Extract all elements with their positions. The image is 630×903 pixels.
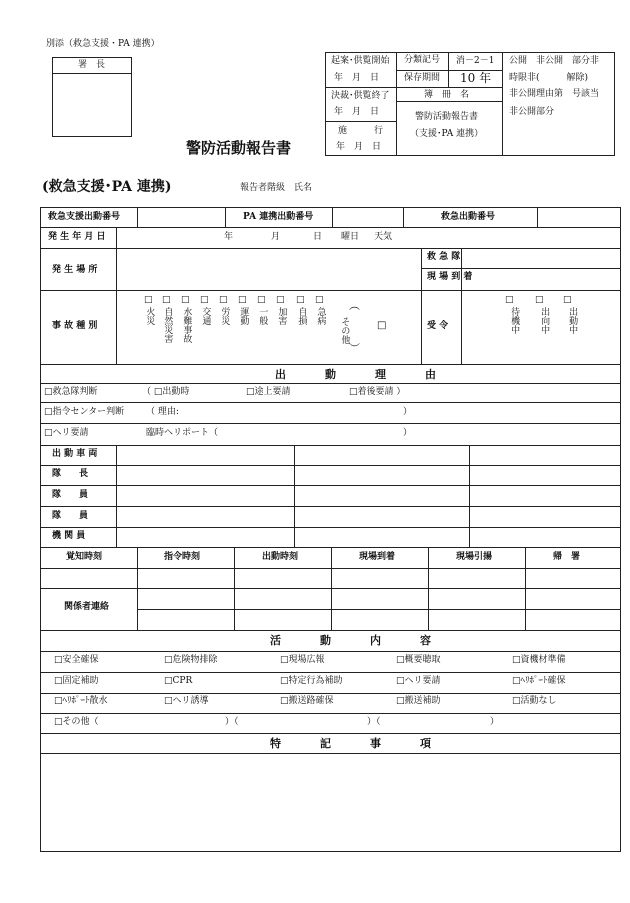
activity-option[interactable]: □資機材準備 xyxy=(512,655,566,665)
page-title: 警防活動報告書 xyxy=(186,139,292,157)
accident-type-checkbox[interactable]: □ xyxy=(238,295,247,305)
accident-type-label: 一般 xyxy=(257,307,268,325)
crew-vehicle: 出 動 車 両 xyxy=(52,449,98,459)
notes-area[interactable] xyxy=(41,754,620,851)
reason-heliport-label: 臨時ヘリポート（ xyxy=(146,428,219,438)
label-accident-type: 事 故 種 別 xyxy=(52,321,98,331)
status-label: 出動中 xyxy=(567,307,578,334)
accident-type-checkbox[interactable]: □ xyxy=(257,295,266,305)
meta-years: 10 年 xyxy=(460,71,492,85)
label-arrival: 現 場 到 着 xyxy=(427,272,473,282)
reason-after-arrival[interactable]: □着後要請 ） xyxy=(349,387,406,397)
reporter-label: 報告者階級 氏名 xyxy=(240,183,313,193)
crew-captain: 隊 長 xyxy=(52,469,89,479)
activity-option[interactable]: □活動なし xyxy=(512,696,557,706)
status-label: 出向中 xyxy=(539,307,550,334)
reason-label: （ 理由: xyxy=(146,407,179,417)
status-label: 待機中 xyxy=(509,307,520,334)
label-pa-no: PA 連携出動番号 xyxy=(243,212,314,222)
accident-type-label: 急病 xyxy=(315,307,326,325)
activity-option[interactable]: □特定行為補助 xyxy=(280,676,343,686)
meta-table xyxy=(325,52,615,156)
meta-disclose2: 時限非( 解除) xyxy=(509,73,589,83)
meta-disclose4: 非公開部分 xyxy=(509,107,555,117)
meta-disclose1: 公開 非公開 部分非 xyxy=(509,56,600,66)
accident-type-checkbox[interactable]: □ xyxy=(181,295,190,305)
accident-type-checkbox[interactable]: □ xyxy=(276,295,285,305)
time-shirei: 指令時刻 xyxy=(164,552,201,562)
reason-center-judgement[interactable]: □指令センター判断 xyxy=(44,407,125,417)
time-withdraw: 現場引揚 xyxy=(456,552,493,562)
meta-code: 消－2－1 xyxy=(456,56,495,66)
chief-divider xyxy=(52,73,132,74)
chief-label: 署 長 xyxy=(78,60,106,70)
status-checkbox[interactable]: □ xyxy=(563,295,572,305)
label-contact: 関係者連絡 xyxy=(64,602,110,612)
accident-type-checkbox[interactable]: □ xyxy=(315,295,324,305)
date-month: 月 xyxy=(271,232,281,242)
label-ems-no: 救急出動番号 xyxy=(441,212,496,222)
activity-other[interactable]: □その他（ xyxy=(54,717,99,727)
meta-ymd2: 年 月 日 xyxy=(334,107,380,117)
activity-option[interactable]: □ﾍﾘﾎﾟｰﾄ散水 xyxy=(54,696,108,706)
accident-type-label: 運動 xyxy=(238,307,249,325)
accident-type-label: 火災 xyxy=(144,307,155,325)
meta-kessai: 決裁･供覧終了 xyxy=(331,91,390,101)
reason-heliport-close: ） xyxy=(403,428,413,438)
accident-other: その他 xyxy=(339,317,350,344)
meta-shikou: 施 行 xyxy=(338,126,384,136)
accident-type-label: 自然災害 xyxy=(162,307,173,343)
label-ukerei: 受 令 xyxy=(427,321,449,331)
reason-on-dispatch[interactable]: （ □出動時 xyxy=(142,387,190,397)
activity-option[interactable]: □搬送路確保 xyxy=(280,696,334,706)
date-weekday: 曜日 xyxy=(341,232,360,242)
activity-option[interactable]: □安全確保 xyxy=(54,655,99,665)
meta-ymd3: 年 月 日 xyxy=(336,142,382,152)
crew-engineer: 機 関 員 xyxy=(52,531,86,541)
accident-other-checkbox[interactable]: □ xyxy=(377,320,387,331)
status-checkbox[interactable]: □ xyxy=(535,295,544,305)
activity-other-sep2: ）（ xyxy=(367,717,381,727)
activity-option[interactable]: □現場広報 xyxy=(280,655,325,665)
label-date: 発 生 年 月 日 xyxy=(48,232,106,242)
accident-type-checkbox[interactable]: □ xyxy=(144,295,153,305)
crew-member-1: 隊 員 xyxy=(52,490,89,500)
accident-type-label: 労災 xyxy=(219,307,230,325)
accident-type-label: 加害 xyxy=(276,307,287,325)
accident-type-label: 交通 xyxy=(200,307,211,325)
meta-disclose3: 非公開理由第 号該当 xyxy=(509,89,600,99)
date-year: 年 xyxy=(224,232,234,242)
activity-option[interactable]: □ﾍﾘﾎﾟｰﾄ確保 xyxy=(512,676,566,686)
reason-close-paren: ） xyxy=(403,407,413,417)
label-support-no: 救急支援出動番号 xyxy=(48,212,121,222)
accident-type-label: 水難事故 xyxy=(181,307,192,343)
crew-member-2: 隊 員 xyxy=(52,511,89,521)
activity-option[interactable]: □危険物排除 xyxy=(164,655,218,665)
status-checkbox[interactable]: □ xyxy=(505,295,514,305)
time-arrival: 現場到着 xyxy=(359,552,396,562)
reason-heli-request[interactable]: □ヘリ要請 xyxy=(44,428,89,438)
activity-other-sep1: ）（ xyxy=(225,717,239,727)
accident-type-checkbox[interactable]: □ xyxy=(162,295,171,305)
activity-option[interactable]: □CPR xyxy=(164,676,193,686)
notes-heading: 特 記 事 項 xyxy=(270,737,445,750)
meta-ymd1: 年 月 日 xyxy=(334,73,380,83)
meta-bunrui: 分類記号 xyxy=(404,55,441,65)
accident-type-checkbox[interactable]: □ xyxy=(200,295,209,305)
accident-type-checkbox[interactable]: □ xyxy=(296,295,305,305)
label-place: 発 生 場 所 xyxy=(52,265,98,275)
activity-option[interactable]: □概要聴取 xyxy=(396,655,441,665)
accident-type-checkbox[interactable]: □ xyxy=(219,295,228,305)
subtitle: (救急支援･PA 連携) xyxy=(42,179,172,195)
annex-label: 別添（救急支援・PA 連携） xyxy=(46,39,160,49)
activity-option[interactable]: □ヘリ要請 xyxy=(396,676,441,686)
meta-boname-val2: （支援･PA 連携） xyxy=(410,129,484,139)
activity-option[interactable]: □固定補助 xyxy=(54,676,99,686)
reason-heading: 出 動 理 由 xyxy=(275,368,450,381)
time-return: 帰 署 xyxy=(553,552,581,562)
label-ems-team: 救 急 隊 xyxy=(427,252,461,262)
meta-kian: 起案･供覧開始 xyxy=(331,56,390,66)
meta-hozon: 保存期間 xyxy=(404,73,441,83)
activity-option[interactable]: □搬送補助 xyxy=(396,696,441,706)
accident-type-label: 自損 xyxy=(296,307,307,325)
meta-boname-val1: 警防活動報告書 xyxy=(415,112,479,122)
meta-boname: 簿 冊 名 xyxy=(424,90,470,100)
reason-ems-judgement[interactable]: □救急隊判断 xyxy=(44,387,98,397)
time-shutsudo: 出動時刻 xyxy=(262,552,299,562)
time-kakuchi: 覚知時刻 xyxy=(66,552,103,562)
reason-en-route[interactable]: □途上要請 xyxy=(246,387,291,397)
date-weather: 天気 xyxy=(374,232,393,242)
date-day: 日 xyxy=(313,232,323,242)
activity-option[interactable]: □ヘリ誘導 xyxy=(164,696,209,706)
activity-other-close: ） xyxy=(490,717,500,727)
activity-heading: 活 動 内 容 xyxy=(270,634,445,647)
